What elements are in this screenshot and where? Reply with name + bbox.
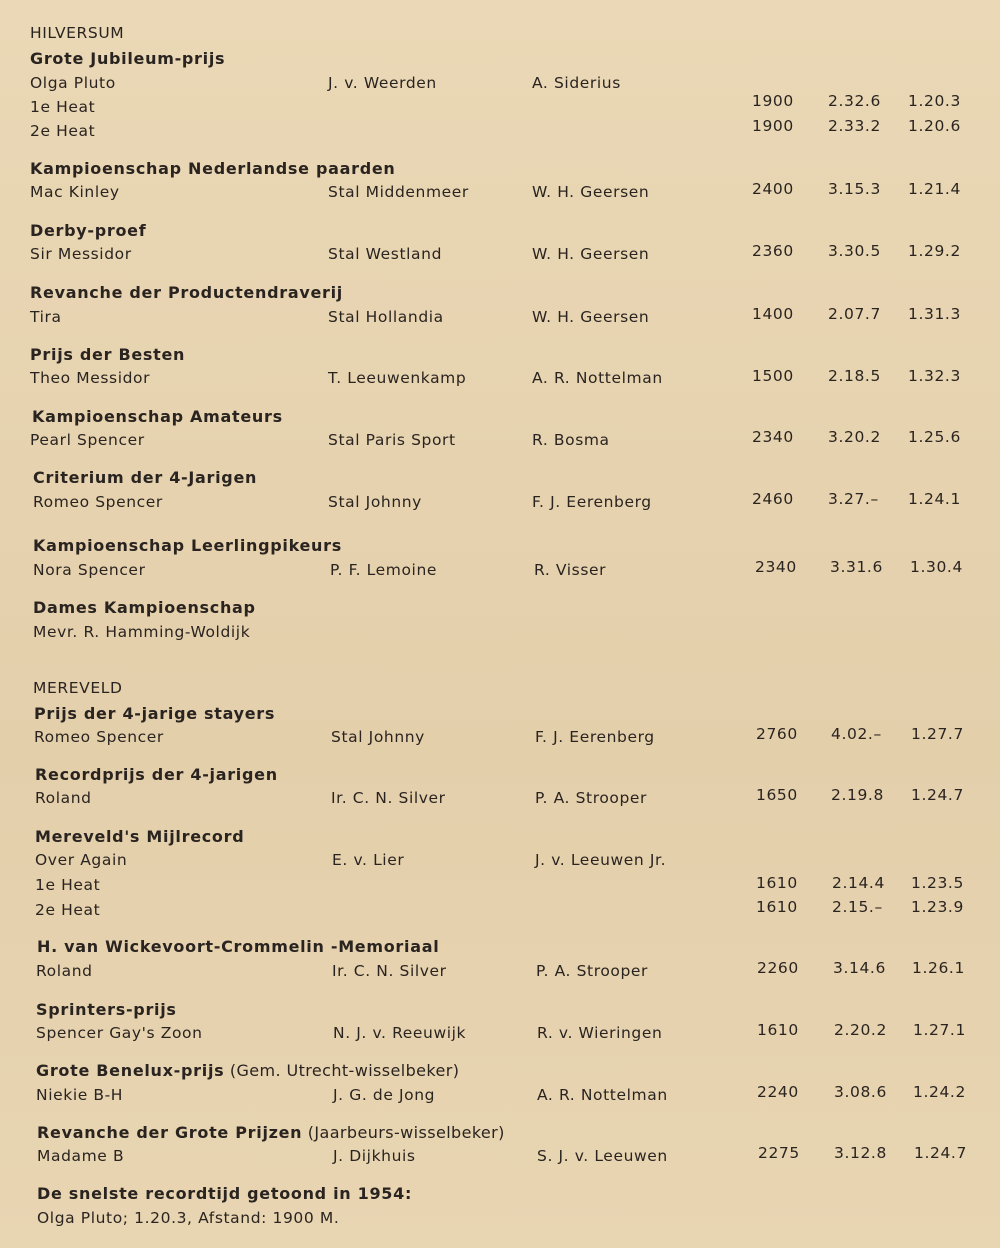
result-row: 1e Heat 1610 2.14.4 1.23.5 bbox=[35, 874, 964, 894]
result-row: 2e Heat 1610 2.15.– 1.23.9 bbox=[35, 898, 964, 919]
race-title: Prijs der Besten bbox=[30, 345, 186, 364]
result-row: Pearl Spencer Stal Paris Sport R. Bosma 2340 3.20.2 1.25.6 bbox=[30, 428, 961, 449]
race-title: Mereveld's Mijlrecord bbox=[35, 827, 245, 846]
race-title: Kampioenschap Nederlandse paarden bbox=[30, 159, 396, 178]
race-title: Derby-proef bbox=[30, 221, 147, 240]
result-row: 1e Heat 1900 2.32.6 1.20.3 bbox=[30, 92, 961, 116]
race-title: Revanche der Productendraverij bbox=[30, 283, 343, 302]
result-row: Niekie B-H J. G. de Jong A. R. Nottelman 2240 3.08.6 1.24.2 bbox=[36, 1083, 966, 1104]
result-row: Mevr. R. Hamming-Woldijk bbox=[33, 623, 251, 641]
race-title: Grote Jubileum-prijs bbox=[30, 49, 226, 68]
result-row: Over Again E. v. Lier J. v. Leeuwen Jr. bbox=[35, 851, 667, 869]
result-row: 2e Heat 1900 2.33.2 1.20.6 bbox=[30, 117, 961, 140]
record-summary-title: De snelste recordtijd getoond in 1954: bbox=[37, 1184, 413, 1203]
result-row: Roland Ir. C. N. Silver P. A. Strooper 2260 3.14.6 1.26.1 bbox=[36, 959, 965, 980]
race-title: H. van Wickevoort-Crommelin -Memoriaal bbox=[37, 937, 440, 956]
race-title: Sprinters-prijs bbox=[36, 1000, 177, 1019]
section-heading-hilversum: HILVERSUM bbox=[30, 24, 125, 42]
race-title: Grote Benelux-prijs (Gem. Utrecht-wisselbeker) bbox=[36, 1061, 460, 1080]
race-title: Revanche der Grote Prijzen (Jaarbeurs-wisselbeker) bbox=[37, 1123, 505, 1142]
race-title: Kampioenschap Leerlingpikeurs bbox=[33, 536, 342, 555]
result-row: Roland Ir. C. N. Silver P. A. Strooper 1650 2.19.8 1.24.7 bbox=[35, 786, 964, 807]
race-title: Recordprijs der 4-jarigen bbox=[35, 765, 278, 784]
result-row: Nora Spencer P. F. Lemoine R. Visser 2340 3.31.6 1.30.4 bbox=[33, 558, 963, 579]
result-row: Spencer Gay's Zoon N. J. v. Reeuwijk R. v. Wieringen 1610 2.20.2 1.27.1 bbox=[36, 1021, 966, 1042]
result-row: Romeo Spencer Stal Johnny F. J. Eerenberg 2460 3.27.– 1.24.1 bbox=[33, 490, 961, 511]
race-title: Criterium der 4-Jarigen bbox=[33, 468, 258, 487]
race-title: Dames Kampioenschap bbox=[33, 598, 256, 617]
record-summary-text: Olga Pluto; 1.20.3, Afstand: 1900 M. bbox=[37, 1209, 340, 1227]
section-heading-mereveld: MEREVELD bbox=[33, 679, 123, 697]
result-row: Theo Messidor T. Leeuwenkamp A. R. Nottelman 1500 2.18.5 1.32.3 bbox=[30, 367, 961, 387]
result-row: Olga Pluto J. v. Weerden A. Siderius bbox=[30, 74, 621, 92]
result-row: Tira Stal Hollandia W. H. Geersen 1400 2.07.7 1.31.3 bbox=[30, 305, 961, 326]
result-row: Sir Messidor Stal Westland W. H. Geersen 2360 3.30.5 1.29.2 bbox=[30, 242, 961, 263]
race-title: Prijs der 4-jarige stayers bbox=[34, 704, 276, 723]
result-row: Mac Kinley Stal Middenmeer W. H. Geersen 2400 3.15.3 1.21.4 bbox=[30, 180, 961, 201]
result-row: Madame B J. Dijkhuis S. J. v. Leeuwen 2275 3.12.8 1.24.7 bbox=[37, 1144, 967, 1165]
result-row: Romeo Spencer Stal Johnny F. J. Eerenberg 2760 4.02.– 1.27.7 bbox=[34, 725, 964, 746]
race-title: Kampioenschap Amateurs bbox=[32, 407, 283, 426]
